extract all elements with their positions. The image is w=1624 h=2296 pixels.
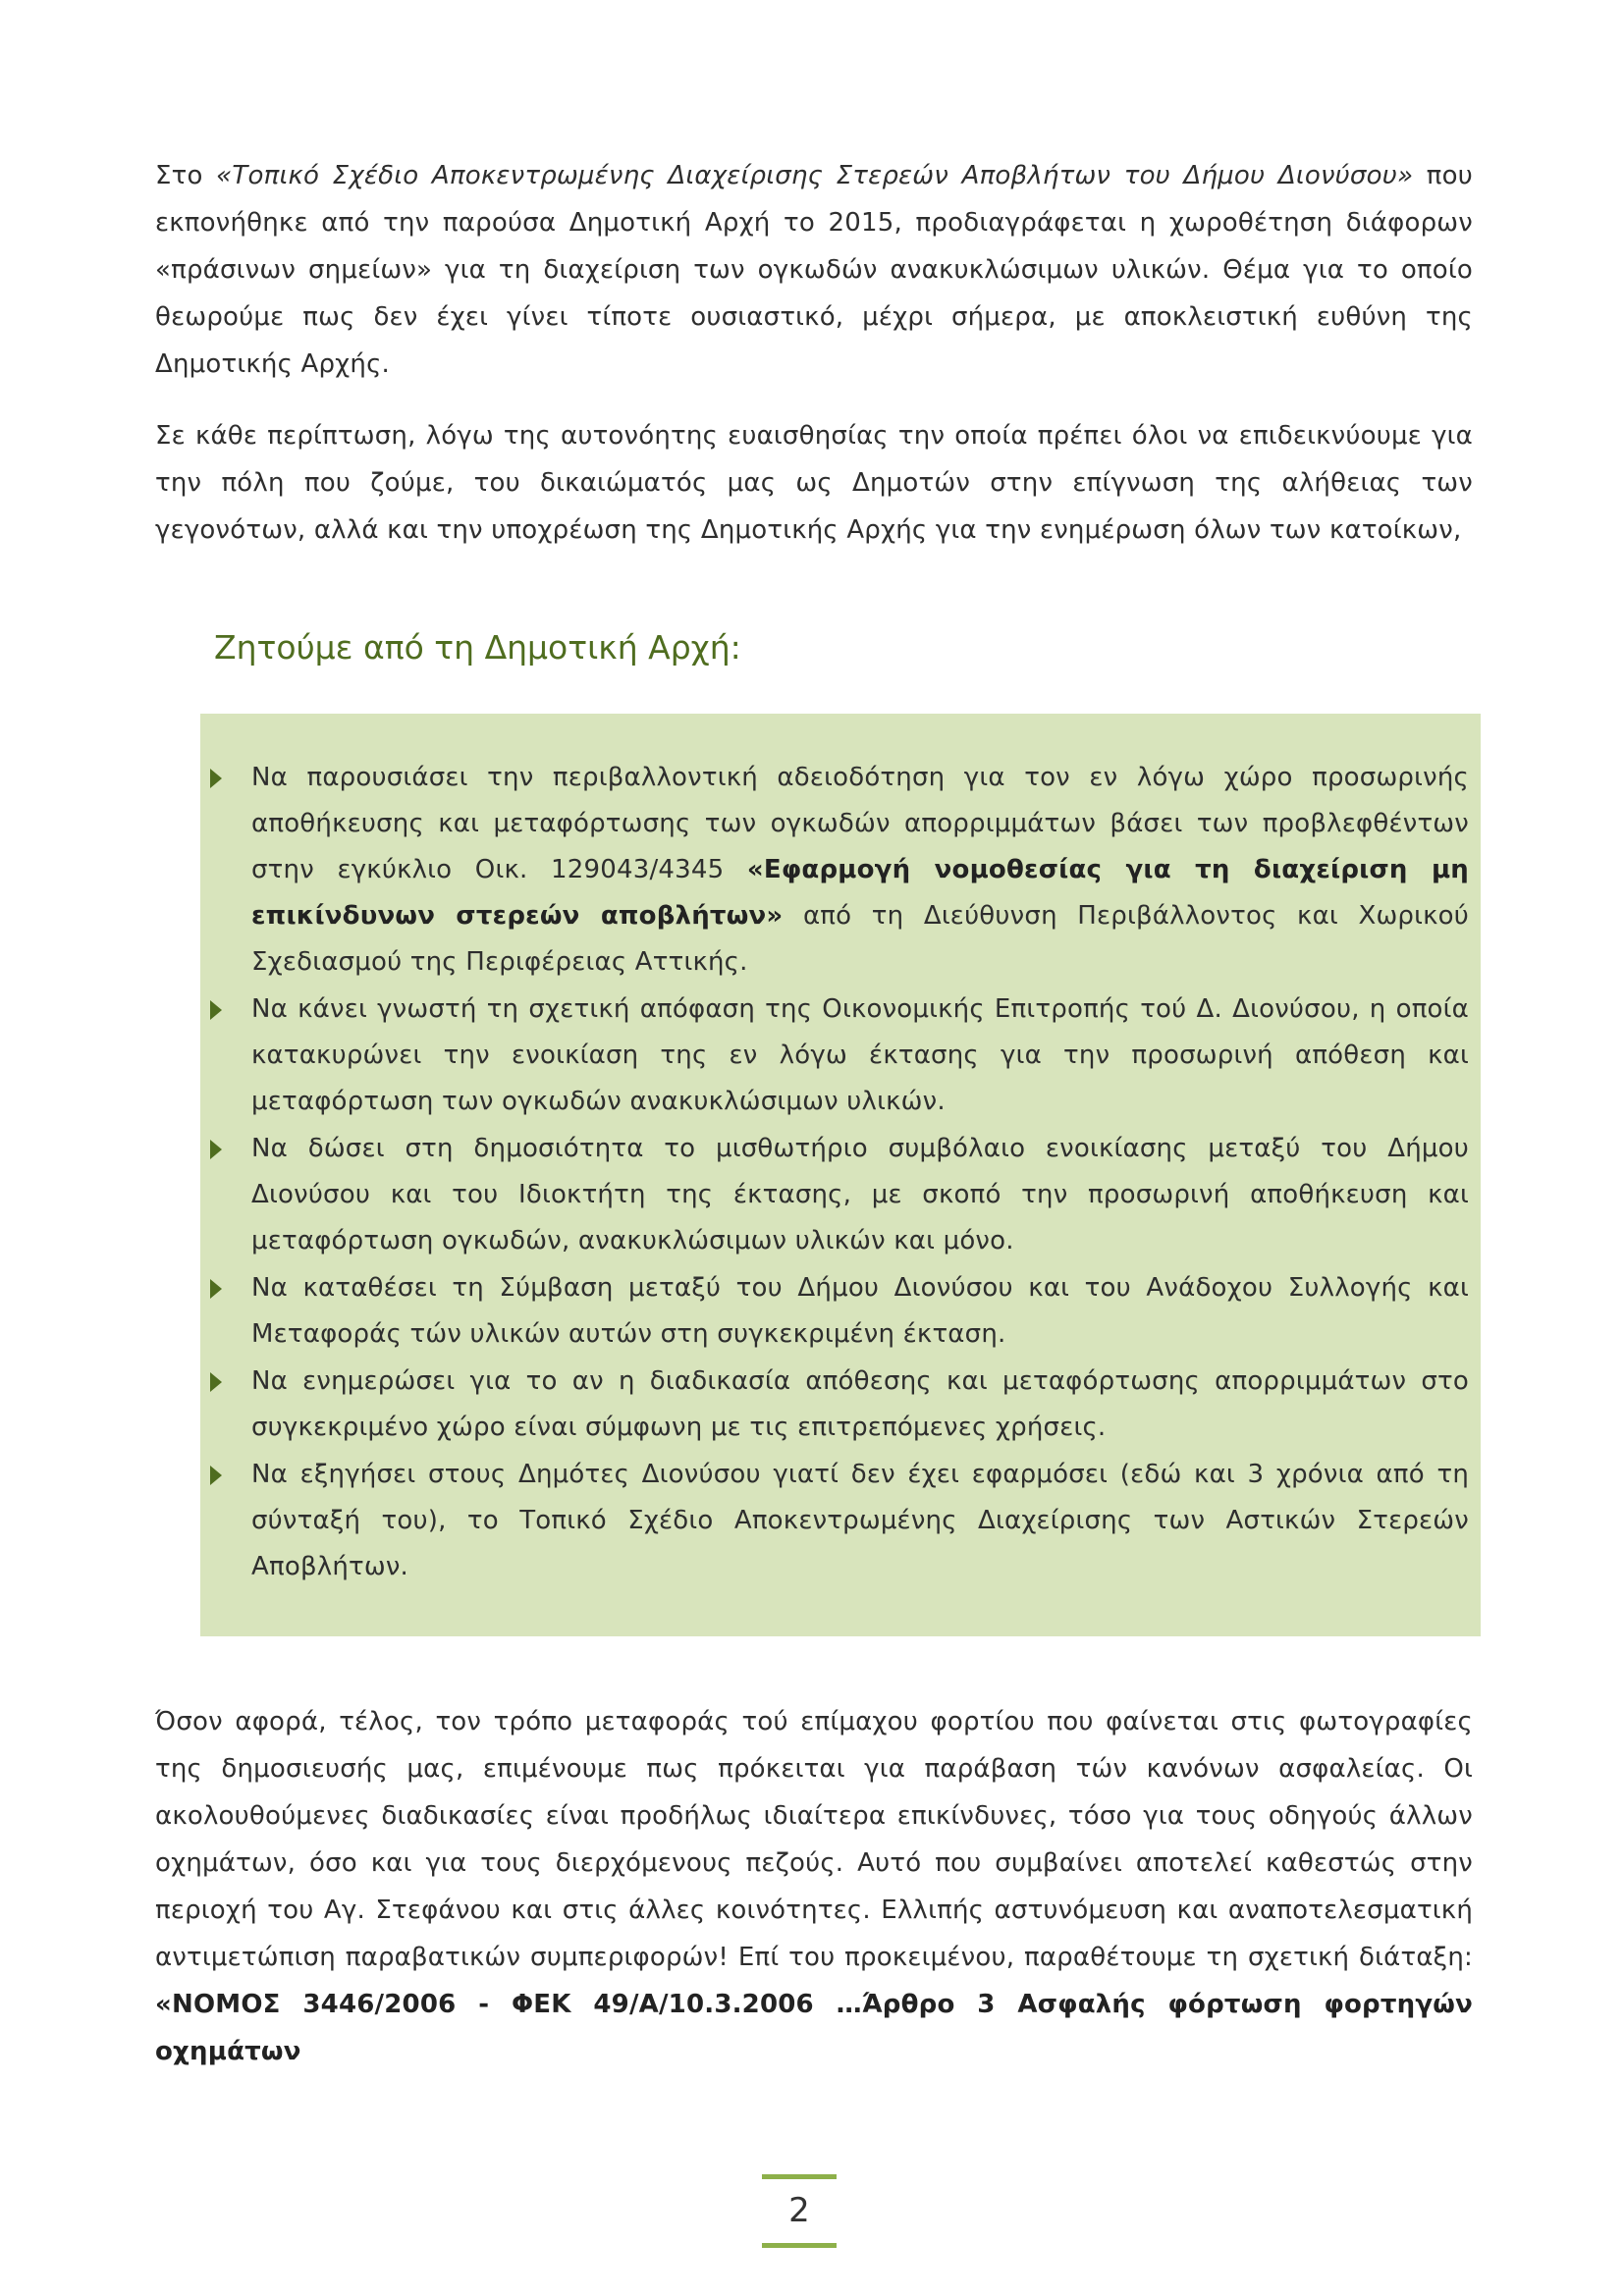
closing-paragraph (155, 1698, 1473, 2075)
triangle-right-icon (210, 1279, 222, 1299)
triangle-right-icon (210, 1140, 222, 1159)
plan-title-italic: «Τοπικό Σχέδιο Αποκεντρωμένης Διαχείρισης Στερεών Αποβλήτων του Δήμου Διονύσου» (216, 161, 1414, 190)
request-item (251, 1265, 1469, 1358)
request-item (251, 1452, 1469, 1590)
request-text: Να ενημερώσει για το αν η διαδικασία απόθεσης και μεταφόρτωσης απορριμμάτων στο συγκεκριμένο χώρο είναι σύμφωνη με τις επιτρεπόμενες χρήσεις. (251, 1366, 1469, 1442)
triangle-right-icon (210, 769, 222, 788)
intro-text-end: που εκπονήθηκε από την παρούσα Δημοτική Αρχή το 2015, προδιαγράφεται η χωροθέτηση διάφορων «πράσινων σημείων» για τη διαχείριση των ογκωδών ανακυκλώσιμων υλικών. Θέμα για το οποίο θεωρούμε πως δεν έχει γίνει τίποτε ουσιαστικό, μέχρι σήμερα, με αποκλειστική ευθύνη της Δημοτικής Αρχής. (155, 161, 1473, 379)
intro-paragraph (155, 152, 1473, 388)
triangle-right-icon (210, 1466, 222, 1485)
requests-box (200, 714, 1481, 1636)
request-item (251, 755, 1469, 986)
request-text: Να εξηγήσει στους Δημότες Διονύσου γιατί δεν έχει εφαρμόσει (εδώ και 3 χρόνια από τη σύνταξή του), το Τοπικό Σχέδιο Αποκεντρωμένης Διαχείρισης των Αστικών Στερεών Αποβλήτων. (251, 1460, 1469, 1581)
request-text: Να καταθέσει τη Σύμβαση μεταξύ του Δήμου Διονύσου και του Ανάδοχου Συλλογής και Μεταφοράς τών υλικών αυτών στη συγκεκριμένη έκταση. (251, 1273, 1469, 1349)
section-heading: Ζητούμε από τη Δημοτική Αρχή: (214, 628, 741, 667)
request-item (251, 1359, 1469, 1451)
closing-text: Όσον αφορά, τέλος, τον τρόπο μεταφοράς τού επίμαχου φορτίου που φαίνεται στις φωτογραφίες της δημοσιευσής μας, επιμένουμε πως πρόκειται για παράβαση τών κανόνων ασφαλείας. Οι ακολουθούμενες διαδικασίες είναι προδήλως ιδιαίτερα επικίνδυνες, τόσο για τους οδηγούς άλλων οχημάτων, όσο και για τους διερχόμενους πεζούς. Αυτό που συμβαίνει αποτελεί καθεστώς στην περιοχή του Αγ. Στεφάνου και στις άλλες κοινότητες. Ελλιπής αστυνόμευση και αναποτελεσματική αντιμετώπιση παραβατικών συμπεριφορών! Επί του προκειμένου, παραθέτουμε τη σχετική διάταξη: (155, 1707, 1473, 1972)
request-text: Να δώσει στη δημοσιότητα το μισθωτήριο συμβόλαιο ενοικίασης μεταξύ του Δήμου Διονύσου και του Ιδιοκτήτη της έκτασης, με σκοπό την προσωρινή αποθήκευση και μεταφόρτωση ογκωδών, ανακυκλώσιμων υλικών και μόνο. (251, 1134, 1469, 1255)
triangle-right-icon (210, 1372, 222, 1392)
request-text: Να κάνει γνωστή τη σχετική απόφαση της Οικονομικής Επιτροπής τού Δ. Διονύσου, η οποία κατακυρώνει την ενοικίαση της εν λόγω έκτασης για την προσωρινή απόθεση και μεταφόρτωση των ογκωδών ανακυκλώσιμων υλικών. (251, 994, 1469, 1116)
page-footer (762, 2174, 837, 2248)
request-item (251, 987, 1469, 1125)
triangle-right-icon (210, 1000, 222, 1020)
page-number: 2 (788, 2191, 810, 2230)
request-text-end: από τη Διεύθυνση Περιβάλλοντος και Χωρικού Σχεδιασμού της Περιφέρειας Αττικής. (251, 901, 1469, 977)
request-text: Να παρουσιάσει την περιβαλλοντική αδειοδότηση για τον εν λόγω χώρο προσωρινής αποθήκευσης και μεταφόρτωσης των ογκωδών απορριμμάτων βάσει των προβλεφθέντων στην εγκύκλιο Οικ. 129043/4345 (251, 763, 1469, 884)
intro-text-start: Στο (155, 161, 217, 190)
context-paragraph: Σε κάθε περίπτωση, λόγω της αυτονόητης ευαισθησίας την οποία πρέπει όλοι να επιδεικνύουμε για την πόλη που ζούμε, του δικαιώματός μας ως Δημοτών στην επίγνωση της αλήθειας των γεγονότων, αλλά και την υποχρέωση της Δημοτικής Αρχής για την ενημέρωση όλων των κατοίκων, (155, 421, 1473, 545)
circular-title-bold: «Εφαρμογή νομοθεσίας για τη διαχείριση μη επικίνδυνων στερεών αποβλήτων» (251, 855, 1469, 931)
request-item (251, 1126, 1469, 1264)
law-citation-bold: «ΝΟΜΟΣ 3446/2006 - ΦΕΚ 49/Α/10.3.2006 …Άρθρο 3 Ασφαλής φόρτωση φορτηγών οχημάτων (155, 1990, 1473, 2066)
